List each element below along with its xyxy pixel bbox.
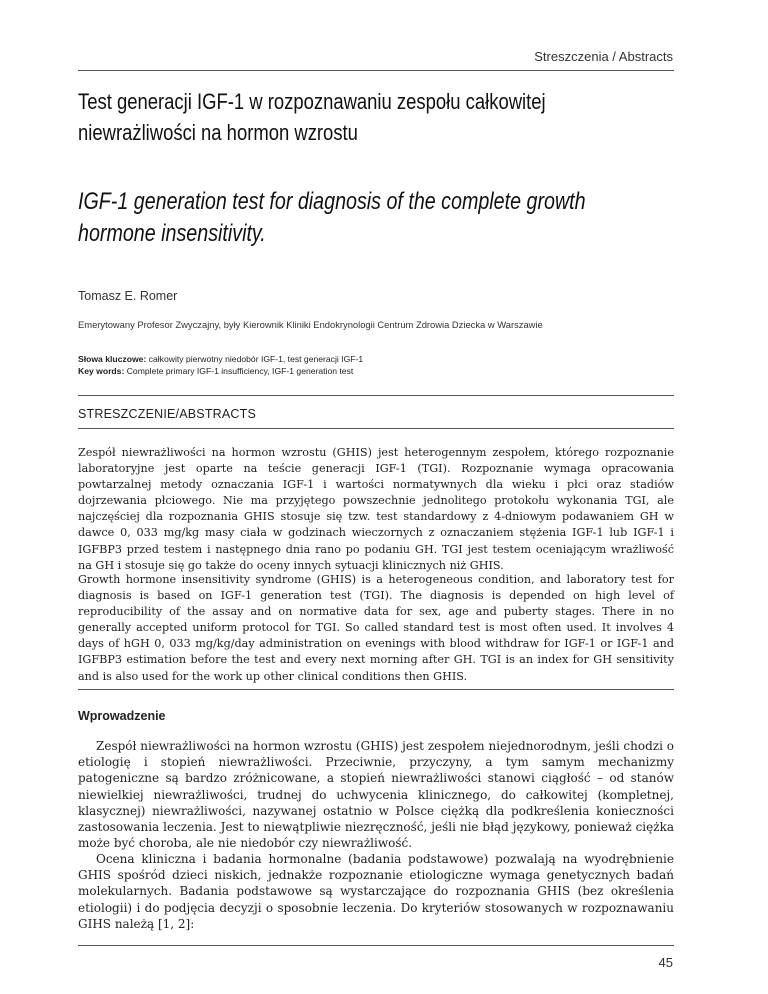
introduction-heading: Wprowadzenie [78,709,166,723]
introduction-paragraph-2: Ocena kliniczna i badania hormonalne (badania podstawowe) pozwalają na wyodrębnienie GHIS spośród dzieci niskich, jednakże rozpoznanie etiologiczne wymaga genetycznych badań molekularnych. Badania podstawowe są wystarczające do rozpoznania GHIS (bez określenia etiologii) i do podjęcia decyzji o sposobnie leczenia. Do kryteriów stosowanych w rozpoznawaniu GIHS należą [1, 2]: [78,852,674,931]
keywords-polish-label: Słowa kluczowe: [78,354,147,364]
abstract-heading-rule [78,428,674,429]
title-english-text: IGF-1 generation test for diagnosis of the complete growth hormone insensitivity. [78,188,586,247]
keywords-polish-text: całkowity pierwotny niedobór IGF-1, test generacji IGF-1 [148,354,364,364]
title-polish-text: Test generacji IGF-1 w rozpoznawaniu zespołu całkowitej niewrażliwości na hormon wzrostu [78,89,546,145]
author: Tomasz E. Romer [78,289,178,303]
title-english [78,186,619,250]
keywords-english [78,366,353,376]
section-label: Streszczenia / Abstracts [534,49,673,64]
footer-rule [78,945,674,946]
abstract-top-rule [78,395,674,396]
abstract-bottom-rule [78,689,674,690]
introduction-paragraph-1: Zespół niewrażliwości na hormon wzrostu (GHIS) jest zespołem niejednorodnym, jeśli chodzi o etiologię i stopień niewrażliwości. Przeciwnie, przyczyny, a tym samym mechanizmy patogeniczne są bardzo zróżnicowane, a stopień niewrażliwości stanowi ciągłość – od stanów niewielkiej niewrażliwości, trudnej do uchwycenia klinicznego, do całkowitej (kompletnej, klasycznej) niewrażliwości, nazywanej ostatnio w Polsce ciężką dla podkreślenia konieczności zastosowania leczenia. Jest to niewątpliwie niezręczność, jeśli nie błąd językowy, ponieważ ciężka może być choroba, ale nie niedobór czy niewrażliwość. [78,739,674,851]
keywords-english-label: Key words: [78,366,125,376]
abstract-paragraph-english: Growth hormone insensitivity syndrome (GHIS) is a heterogeneous condition, and laboratory test for diagnosis is based on IGF-1 generation test (TGI). The diagnosis is depended on high level of reproducibility of the assay and on normative data for sex, age and puberty stages. There in no generally accepted uniform protocol for TGI. So called standard test is most often used. It involves 4 days of hGH 0, 033 mg/kg/day administration on evenings with blood withdraw for IGF-1 or IGF-1 and IGFBP3 estimation before the test and every next morning after GH. TGI is an index for GH sensitivity and is also used for the work up other clinical conditions then GHIS. [78,573,674,683]
title-polish [78,86,546,148]
abstract-paragraph-polish: Zespół niewrażliwości na hormon wzrostu (GHIS) jest heterogennym zespołem, którego rozpoznanie laboratoryjne jest oparte na teście generacji IGF-1 (TGI). Rozpoznanie wymaga opracowania powtarzalnej metody oznaczania IGF-1 i wartości normatywnych dla wieku i płci oraz stadiów dojrzewania płciowego. Nie ma przyjętego powszechnie jednolitego protokołu wykonania TGI, ale najczęściej dla rozpoznania GHIS stosuje się tzw. test standardowy z 4-dniowym podawaniem GH w dawce 0, 033 mg/kg masy ciała w godzinach wieczornych z oznaczaniem stężenia IGF-1 lub IGF-1 i IGFBP3 przed testem i następnego dnia rano po podaniu GH. TGI jest testem oceniającym wrażliwość na GH i stosuje się go także do oceny innych sytuacji klinicznych niż GHIS. [78,446,674,572]
header-rule [78,70,674,71]
page-number: 45 [658,955,673,970]
keywords-english-text: Complete primary IGF-1 insufficiency, IGF-1 generation test [126,366,354,376]
affiliation: Emerytowany Profesor Zwyczajny, były Kierownik Kliniki Endokrynologii Centrum Zdrowia Dziecka w Warszawie [78,319,543,330]
keywords-polish [78,354,363,364]
abstract-heading: STRESZCZENIE/ABSTRACTS [78,407,257,421]
